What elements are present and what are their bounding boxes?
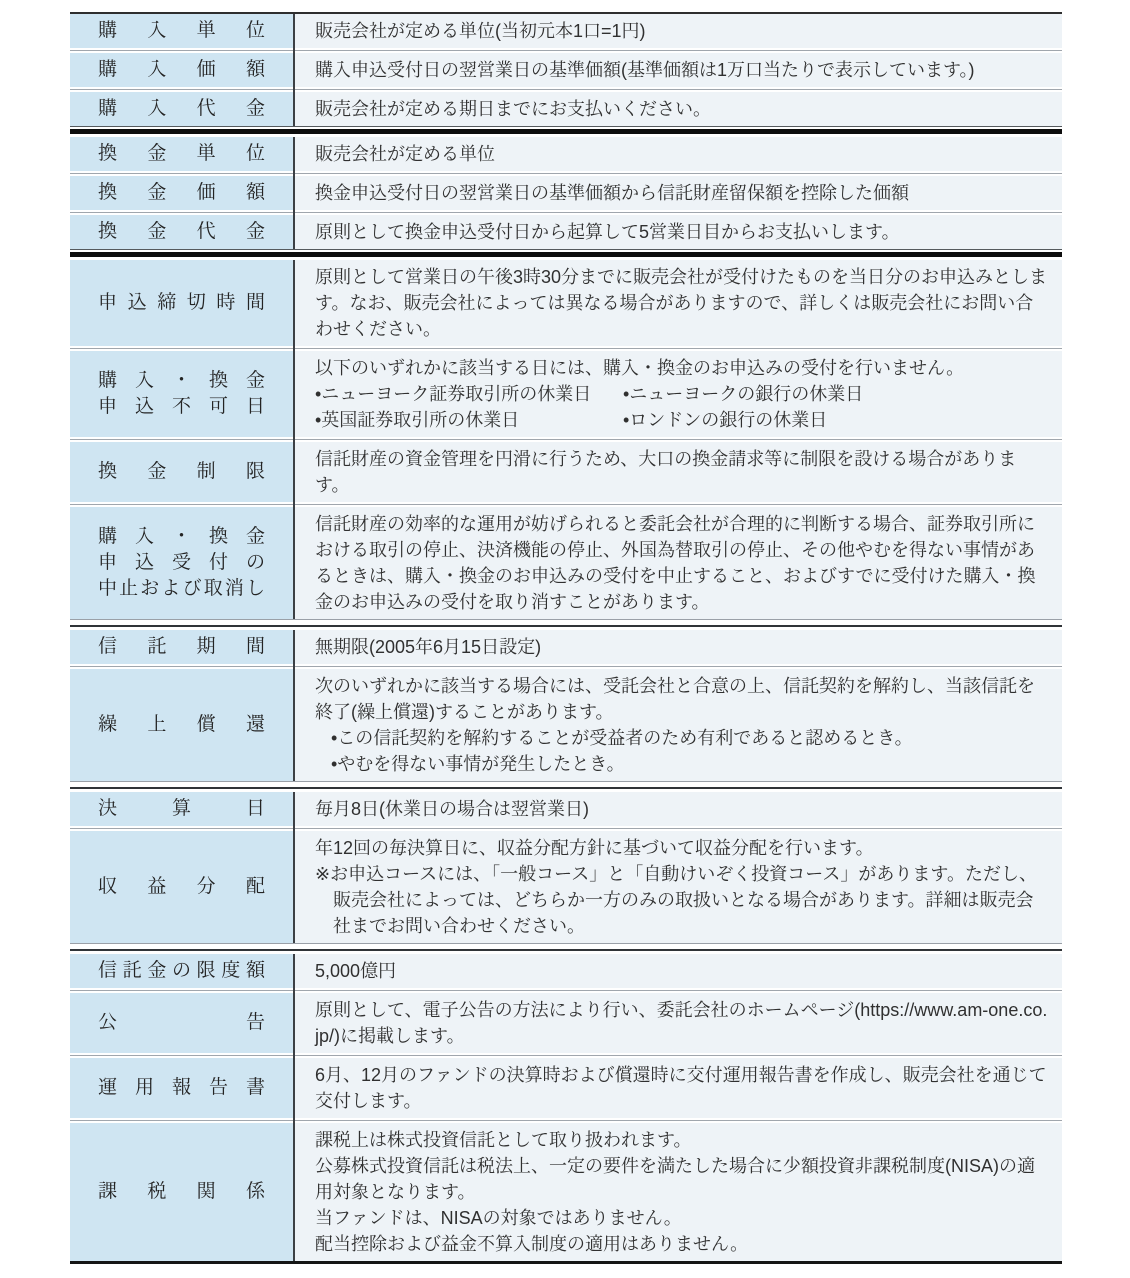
row-public-notice — [70, 993, 1062, 1053]
early-redemption-bullets — [315, 725, 1048, 777]
row-taxation — [70, 1123, 1062, 1261]
row-purchase-payment — [70, 92, 1062, 126]
row-management-report — [70, 1058, 1062, 1118]
row-content — [295, 1058, 1062, 1118]
row-content — [295, 92, 1062, 126]
content-text: 年12回の毎決算日に、収益分配方針に基づいて収益分配を行います。 — [315, 838, 874, 858]
row-label — [70, 260, 293, 346]
content-text: 以下のいずれかに該当する日には、購入・換金のお申込みの受付を行いません。 — [315, 358, 965, 378]
row-content — [295, 137, 1062, 171]
row-label — [70, 215, 293, 249]
column-divider — [293, 630, 295, 781]
row-trust-money-limit — [70, 954, 1062, 988]
label-text: 信 託 金 の 限 度 額 — [98, 960, 265, 981]
content-text: 毎月8日(休業日の場合は翌営業日) — [315, 799, 589, 819]
group-redemption — [70, 137, 1062, 249]
content-text: 原則として換金申込受付日から起算して5営業日目からお支払いします。 — [315, 222, 900, 242]
row-application-blackout-days — [70, 351, 1062, 437]
content-text: 販売会社が定める単位 — [315, 144, 495, 164]
row-content — [295, 954, 1062, 988]
bullet-item: •この信託契約を解約することが受益者のため有利であると認めるとき。 — [331, 728, 913, 748]
label-text: 収 益 分 配 — [98, 876, 265, 897]
label-text: 換 金 制 限 — [98, 461, 265, 482]
group-application — [70, 260, 1062, 619]
content-text: 信託財産の効率的な運用が妨げられると委託会社が合理的に判断する場合、証券取引所における取引の停止、決済機能の停止、外国為替取引の停止、その他やむを得ない事情があるときは、購入・換金のお申込みの受付を中止すること、およびすでに受付けた購入・換金のお申込みの受付を取り消すことがあります。 — [315, 514, 1036, 612]
content-text: 原則として営業日の午後3時30分までに販売会社が受付けたものを当日分のお申込みとします。なお、販売会社によっては異なる場合がありますので、詳しくは販売会社にお問い合わせください。 — [315, 267, 1048, 339]
row-label — [70, 507, 293, 619]
row-content — [295, 669, 1062, 781]
content-text: 販売会社が定める単位(当初元本1口=1円) — [315, 21, 646, 41]
row-content — [295, 993, 1062, 1053]
section-separator — [70, 126, 1062, 137]
row-content — [295, 351, 1062, 437]
row-redemption-restriction — [70, 442, 1062, 502]
content-text: 換金申込受付日の翌営業日の基準価額から信託財産留保額を控除した価額 — [315, 183, 909, 203]
group-trust-period — [70, 630, 1062, 781]
column-divider — [293, 137, 295, 249]
row-redemption-unit — [70, 137, 1062, 171]
row-redemption-payment — [70, 215, 1062, 249]
row-content — [295, 215, 1062, 249]
content-text: 無期限(2005年6月15日設定) — [315, 637, 542, 657]
label-text: 公 告 — [98, 1012, 265, 1033]
bullet-item: •やむを得ない事情が発生したとき。 — [331, 754, 625, 774]
row-income-distribution — [70, 831, 1062, 943]
label-text: 換 金 単 位 — [98, 143, 265, 164]
row-early-redemption — [70, 669, 1062, 781]
row-label — [70, 137, 293, 171]
content-text: 6月、12月のファンドの決算時および償還時に交付運用報告書を作成し、販売会社を通じて交付します。 — [315, 1065, 1047, 1111]
column-divider — [293, 14, 295, 126]
holiday-bullet-grid — [315, 381, 1048, 433]
content-text: 公募株式投資信託は税法上、一定の要件を満たした場合に少額投資非課税制度(NISA)の適用対象となります。 — [315, 1156, 1035, 1202]
label-text: 中 止 お よ び 取 消 し — [98, 578, 265, 599]
row-label — [70, 14, 293, 48]
section-separator — [70, 619, 1062, 630]
bullet-item: •英国証券取引所の休業日 — [315, 410, 520, 430]
table-bottom-rule — [70, 1261, 1062, 1264]
row-content — [295, 792, 1062, 826]
row-label — [70, 669, 293, 781]
group-other — [70, 954, 1062, 1261]
row-content — [295, 831, 1062, 943]
section-separator — [70, 249, 1062, 260]
label-text: 課 税 関 係 — [98, 1181, 265, 1202]
content-text: 当ファンドは、NISAの対象ではありません。 — [315, 1208, 682, 1228]
group-purchase — [70, 14, 1062, 126]
label-text: 繰 上 償 還 — [98, 714, 265, 735]
content-text: 配当控除および益金不算入制度の適用はありません。 — [315, 1234, 749, 1254]
label-text: 換 金 価 額 — [98, 182, 265, 203]
content-text: 次のいずれかに該当する場合には、受託会社と合意の上、信託契約を解約し、当該信託を終了(繰上償還)することがあります。 — [315, 676, 1035, 722]
row-content — [295, 1123, 1062, 1261]
row-label — [70, 993, 293, 1053]
row-label — [70, 1058, 293, 1118]
row-trust-period — [70, 630, 1062, 664]
row-label — [70, 831, 293, 943]
bullet-item: •ロンドンの銀行の休業日 — [623, 410, 828, 430]
label-text: 換 金 代 金 — [98, 221, 265, 242]
section-separator — [70, 781, 1062, 792]
bullet-item: •ニューヨークの銀行の休業日 — [623, 384, 864, 404]
label-text: 信 託 期 間 — [98, 636, 265, 657]
row-label — [70, 630, 293, 664]
row-purchase-unit — [70, 14, 1062, 48]
row-label — [70, 792, 293, 826]
row-label — [70, 442, 293, 502]
row-application-suspension — [70, 507, 1062, 619]
row-label — [70, 1123, 293, 1261]
content-text: 課税上は株式投資信託として取り扱われます。 — [315, 1130, 692, 1150]
group-settlement — [70, 792, 1062, 943]
row-purchase-price — [70, 53, 1062, 87]
content-text: 原則として、電子公告の方法により行い、委託会社のホームページ(https://www.am-one.co.jp/)に掲載します。 — [315, 1000, 1048, 1046]
row-content — [295, 53, 1062, 87]
bullet-item: •ニューヨーク証券取引所の休業日 — [315, 384, 592, 404]
label-text: 購 入 単 位 — [98, 20, 265, 41]
label-text: 運 用 報 告 書 — [98, 1077, 265, 1098]
content-text: 5,000億円 — [315, 961, 397, 981]
content-text: 購入申込受付日の翌営業日の基準価額(基準価額は1万口当たりで表示しています。) — [315, 60, 975, 80]
row-label — [70, 53, 293, 87]
label-text: 購 入 価 額 — [98, 59, 265, 80]
content-text: 販売会社が定める期日までにお支払いください。 — [315, 99, 711, 119]
row-application-deadline — [70, 260, 1062, 346]
row-redemption-price — [70, 176, 1062, 210]
row-label — [70, 351, 293, 437]
row-label — [70, 954, 293, 988]
label-text: 決 算 日 — [98, 798, 265, 819]
fund-application-memo-table — [70, 12, 1062, 1264]
content-note: ※お申込コースには、「一般コース」と「自動けいぞく投資コース」があります。ただし、販売会社によっては、どちらか一方のみの取扱いとなる場合があります。詳細は販売会社までお問い合わせください。 — [315, 864, 1037, 936]
row-content — [295, 630, 1062, 664]
row-settlement-date — [70, 792, 1062, 826]
row-content — [295, 260, 1062, 346]
row-content — [295, 442, 1062, 502]
section-separator — [70, 943, 1062, 954]
row-label — [70, 92, 293, 126]
content-text: 信託財産の資金管理を円滑に行うため、大口の換金請求等に制限を設ける場合があります。 — [315, 449, 1017, 495]
label-text: 購 入 ・ 換 金 — [98, 526, 265, 547]
row-content — [295, 14, 1062, 48]
row-label — [70, 176, 293, 210]
label-text: 申 込 不 可 日 — [98, 396, 265, 417]
row-content — [295, 176, 1062, 210]
column-divider — [293, 260, 295, 619]
label-text: 申 込 受 付 の — [98, 552, 265, 573]
row-content — [295, 507, 1062, 619]
column-divider — [293, 954, 295, 1261]
label-text: 購 入 代 金 — [98, 98, 265, 119]
label-text: 購 入 ・ 換 金 — [98, 370, 265, 391]
column-divider — [293, 792, 295, 943]
label-text: 申 込 締 切 時 間 — [98, 292, 265, 313]
